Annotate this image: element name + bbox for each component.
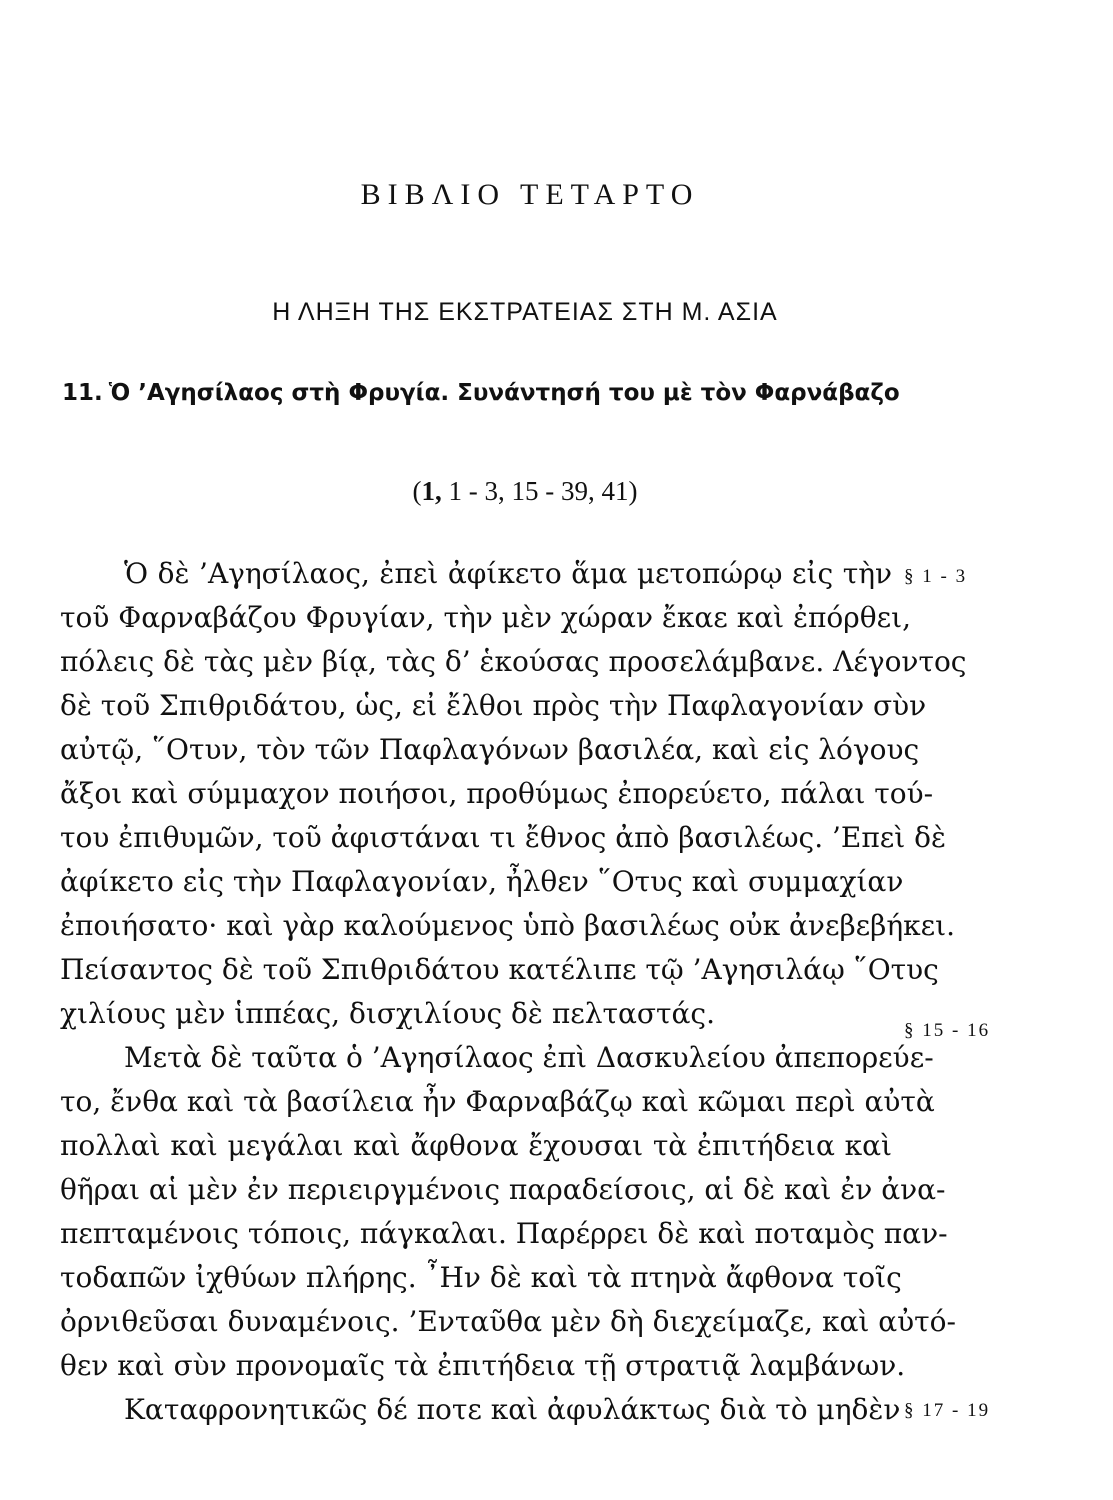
text-line: αὐτῷ, ῞Οτυν, τὸν τῶν Παφλαγόνων βασιλέα, καὶ εἰς λόγους [60, 733, 920, 766]
text-line: ὀρνιθεῦσαι δυναμένοις. ’Ενταῦθα μὲν δὴ διεχείμαζε, καὶ αὐτό- [60, 1305, 956, 1338]
text-line: ἐποιήσατο· καὶ γὰρ καλούμενος ὑπὸ βασιλέως οὐκ ἀνεβεβήκει. [60, 909, 955, 942]
margin-ref-1: § 1 - 3 [904, 566, 968, 587]
source-reference [0, 476, 1050, 507]
chapter-heading [62, 380, 900, 406]
chapter-title: Ὁ ’Αγησίλαος στὴ Φρυγία. Συνάντησή του μὲ τὸν Φαρνάβαζο [108, 380, 900, 406]
text-line: τοδαπῶν ἰχθύων πλήρης. ῏Ην δὲ καὶ τὰ πτηνὰ ἄφθονα τοῖς [60, 1261, 902, 1294]
text-line: πεπταμένοις τόποις, πάγκαλαι. Παρέρρει δὲ καὶ ποταμὸς παν- [60, 1217, 948, 1250]
part-title: Η ΛΗΞΗ ΤΗΣ ΕΚΣΤΡΑΤΕΙΑΣ ΣΤΗ Μ. ΑΣΙΑ [272, 298, 778, 326]
text-line: χιλίους μὲν ἱππέας, δισχιλίους δὲ πελταστάς. [60, 997, 715, 1030]
text-line: του ἐπιθυμῶν, τοῦ ἀφιστάναι τι ἔθνος ἀπὸ βασιλέως. ’Επεὶ δὲ [60, 821, 947, 854]
text-line: θῆραι αἱ μὲν ἐν περιειργμένοις παραδείσοις, αἱ δὲ καὶ ἐν ἀνα- [60, 1173, 946, 1206]
text-line: ἄξοι καὶ σύμμαχον ποιήσοι, προθύμως ἐπορεύετο, πάλαι τού- [60, 777, 934, 810]
source-open: ( [412, 476, 422, 506]
text-line: Καταφρονητικῶς δέ ποτε καὶ ἀφυλάκτως διὰ τὸ μηδὲν [124, 1393, 901, 1426]
text-line: Πείσαντος δὲ τοῦ Σπιθριδάτου κατέλιπε τῷ ’Αγησιλάῳ ῞Οτυς [60, 953, 939, 986]
margin-ref-3: § 17 - 19 [904, 1400, 991, 1421]
text-line: δὲ τοῦ Σπιθριδάτου, ὡς, εἰ ἔλθοι πρὸς τὴν Παφλαγονίαν σὺν [60, 689, 927, 722]
text-line: Ὁ δὲ ’Αγησίλαος, ἐπεὶ ἀφίκετο ἅμα μετοπώρῳ εἰς τὴν [124, 557, 892, 590]
text-line: τοῦ Φαρναβάζου Φρυγίαν, τὴν μὲν χώραν ἔκαε καὶ ἐπόρθει, [60, 601, 911, 634]
text-line: Μετὰ δὲ ταῦτα ὁ ’Αγησίλαος ἐπὶ Δασκυλείου ἀπεπορεύε- [124, 1041, 934, 1074]
text-line: πολλαὶ καὶ μεγάλαι καὶ ἄφθονα ἔχουσαι τὰ ἐπιτήδεια καὶ [60, 1129, 892, 1162]
source-book: 1, [421, 476, 442, 506]
book-title: ΒΙΒΛΙΟ ΤΕΤΑΡΤΟ [360, 178, 700, 211]
text-line: θεν καὶ σὺν προνομαῖς τὰ ἐπιτήδεια τῇ στρατιᾷ λαμβάνων. [60, 1349, 906, 1382]
text-line: ἀφίκετο εἰς τὴν Παφλαγονίαν, ἦλθεν ῞Οτυς καὶ συμμαχίαν [60, 865, 904, 898]
margin-ref-2: § 15 - 16 [904, 1020, 991, 1041]
source-range: 1 - 3, 15 - 39, 41) [441, 476, 638, 506]
text-line: το, ἔνθα καὶ τὰ βασίλεια ἦν Φαρναβάζῳ καὶ κῶμαι περὶ αὐτὰ [60, 1085, 935, 1118]
chapter-number: 11. [62, 380, 103, 406]
text-line: πόλεις δὲ τὰς μὲν βίᾳ, τὰς δ’ ἑκούσας προσελάμβανε. Λέγοντος [60, 645, 967, 678]
